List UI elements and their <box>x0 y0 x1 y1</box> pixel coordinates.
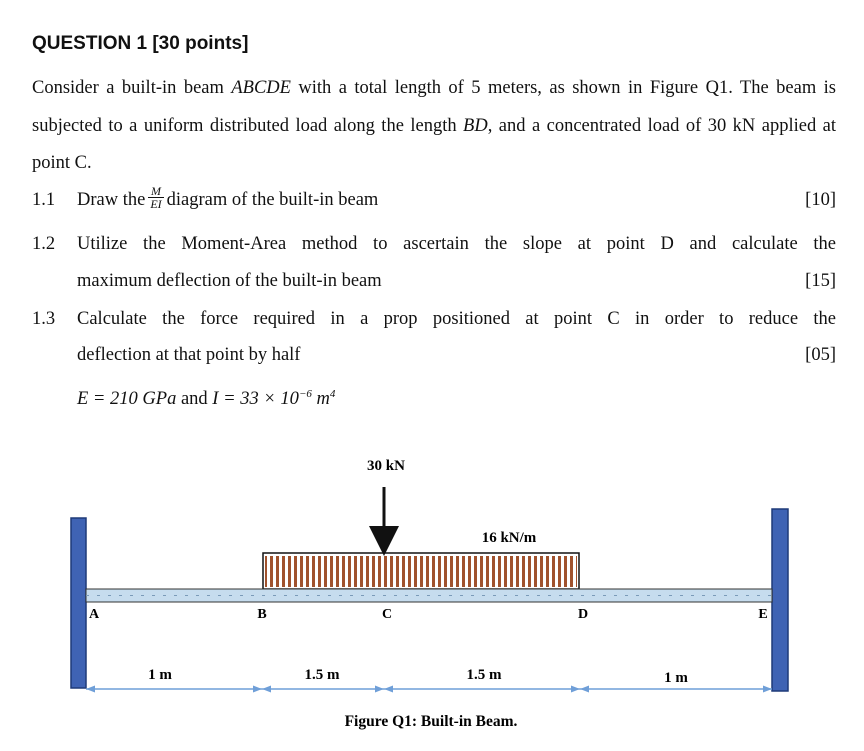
m-over-ei-fraction: $\frac{M}{EI}$ <box>150 184 162 212</box>
question-item-1-3: 1.3 Calculate the force required in a prop positioned at point C in order to reduce the <box>32 309 836 329</box>
span-name: BD <box>463 115 488 136</box>
point-e-label: E <box>758 607 768 622</box>
point-load-label: 30 kN <box>367 458 405 474</box>
points-label: [10] <box>805 190 836 210</box>
span-de-label: 1 m <box>664 670 688 686</box>
point-b-label: B <box>257 607 267 622</box>
udl-label: 16 kN/m <box>481 530 537 546</box>
question-item-1-1: 1.1 Draw the $\frac{M}{EI}$ diagram of the built-in beam [10] <box>32 186 836 214</box>
dimension-line <box>86 686 772 693</box>
question-item-1-2: 1.2 Utilize the Moment-Area method to ascertain the slope at point D and calculate the <box>32 234 836 254</box>
beam <box>86 589 772 602</box>
intro-paragraph: Consider a built-in beam ABCDE with a total length of 5 meters, as shown in Figure Q1. The beam is subjected to a uniform distributed load along the length BD, and a concentrated load of 30 kN applied at point C. <box>32 78 836 173</box>
figure-caption: Figure Q1: Built-in Beam. <box>344 713 518 730</box>
span-bc-label: 1.5 m <box>304 667 340 683</box>
points-label: [05] <box>805 345 836 365</box>
span-ab-label: 1 m <box>148 667 172 683</box>
question-item-1-3-cont: deflection at that point by half [05] <box>32 341 836 369</box>
question-item-1-2-cont: maximum deflection of the built-in beam [15] <box>32 267 836 295</box>
left-wall <box>71 518 86 688</box>
modulus-value: E = 210 GPa <box>77 389 177 410</box>
inertia-value: $I = 33 \times 10^{-6}$ $m^4$ <box>212 388 336 410</box>
udl-block <box>263 553 579 589</box>
span-cd-label: 1.5 m <box>466 667 502 683</box>
right-wall <box>772 509 788 691</box>
question-heading: QUESTION 1 [30 points] <box>32 33 249 54</box>
point-d-label: D <box>577 607 589 622</box>
point-a-label: A <box>89 607 100 622</box>
points-label: [15] <box>805 271 836 291</box>
point-c-label: C <box>381 607 393 622</box>
beam-name: ABCDE <box>231 78 291 98</box>
material-constants: E = 210 GPa and $I = 33 \times 10^{-6}$ $m^4$ <box>77 388 336 410</box>
